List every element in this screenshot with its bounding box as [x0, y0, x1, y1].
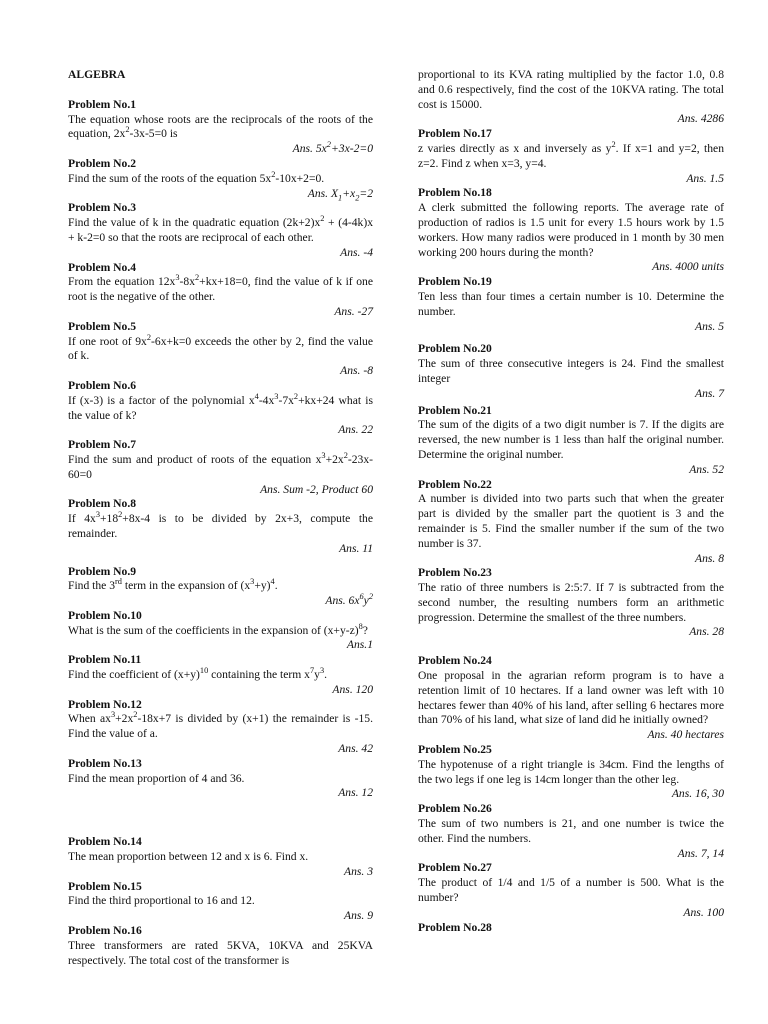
problem-continuation: [418, 68, 724, 127]
problem-answer: Ans. 8: [695, 551, 724, 565]
problem-title: Problem No.11: [68, 653, 142, 667]
problem-answer: Ans. 7, 14: [677, 846, 724, 860]
problem-title: Problem No.24: [418, 654, 492, 668]
problem-text: If one root of $9x^2-6x+k=0$ exceeds the other by 2, find the value of k.: [68, 332, 373, 363]
problem-answer: Ans. $X_1+x_2=2$: [307, 186, 373, 202]
problem-title: Problem No.22: [418, 477, 492, 491]
problem-text: If (x-3) is a factor of the polynomial $x^4-4x^3-7x^2+kx+24$ what is the value of k?: [68, 391, 373, 422]
problem-block: [418, 861, 724, 920]
problem-text: If $4x^3+18^2+8x-4$ is to be divided by 2x+3, compute the remainder.: [68, 510, 373, 540]
problem-block: [418, 566, 724, 640]
problem-text: Find the sum of the roots of the equation $5x^2-10x+2=0$.: [68, 169, 325, 185]
problem-block: [418, 802, 724, 861]
problem-title: Problem No.1: [68, 97, 137, 111]
problem-block: [418, 186, 724, 275]
problem-block: [68, 379, 373, 438]
problem-answer: Ans. 4286: [677, 112, 724, 126]
problem-title: Problem No.2: [68, 156, 137, 170]
problem-title: Problem No.7: [68, 438, 137, 452]
problem-answer: Ans. 7: [695, 386, 724, 400]
problem-title: Problem No.8: [68, 497, 137, 511]
problem-text: proportional to its KVA rating multiplied by the factor 1.0, 0.8 and 0.6 respectively, find the cost of the 10KVA rating. The total cost is 15000.: [418, 68, 724, 111]
problem-answer: Ans. 4000 units: [652, 260, 724, 274]
problem-block: [418, 342, 724, 401]
right-problem-list: [418, 127, 724, 935]
problem-text: A number is divided into two parts such that when the greater part is divided by the smaller part the quotient is 3 and the remainder is 5. Find the smaller number if the sum of the two number is 37.: [418, 492, 724, 550]
problem-title: Problem No.13: [68, 756, 142, 770]
problem-title: Problem No.23: [418, 566, 492, 580]
problem-answer: Ans. -4: [340, 245, 373, 259]
problem-text: Find the value of k in the quadratic equation $(2k+2)x^2 + (4-4k)x + k-2=0$ so that the roots are reciprocal of each other.: [68, 214, 373, 244]
problem-answer: Ans. 120: [332, 682, 373, 696]
right-column: [418, 68, 724, 935]
problem-answer: Ans. 28: [689, 625, 724, 639]
problem-title: Problem No.10: [68, 608, 142, 622]
problem-text: The sum of two numbers is 21, and one number is twice the other. Find the numbers.: [418, 817, 724, 845]
problem-title: Problem No.15: [68, 879, 142, 893]
problem-answer: Ans. 11: [339, 541, 373, 555]
problem-text: Find the mean proportion of 4 and 36.: [68, 771, 245, 785]
problem-block: [68, 565, 373, 609]
problem-title: Problem No.4: [68, 260, 137, 274]
problem-text: Find the third proportional to 16 and 12.: [68, 894, 255, 908]
left-problem-list: [68, 98, 373, 969]
problem-text: When $ax^3+2x^2-18x+7$ is divided by (x+1) the remainder is -15. Find the value of a.: [68, 710, 373, 741]
problem-text: What is the sum of the coefficients in the expansion of $(x+y-z)^8$?: [68, 621, 368, 637]
problem-text: The sum of three consecutive integers is 24. Find the smallest integer: [418, 357, 724, 385]
problem-title: Problem No.17: [418, 127, 492, 141]
problem-answer: Ans. Sum -2, Product 60: [260, 482, 373, 496]
problem-text: The equation whose roots are the reciprocals of the roots of the equation, $2x^2-3x-5=0$ is: [68, 112, 373, 141]
problem-answer: Ans.1: [346, 638, 373, 652]
problem-answer: Ans. 16, 30: [671, 787, 724, 801]
problem-title: Problem No.25: [418, 743, 492, 757]
problem-title: Problem No.21: [418, 403, 492, 417]
problem-title: Problem No.20: [418, 342, 492, 356]
problem-title: Problem No.6: [68, 378, 137, 392]
problem-block: [418, 127, 724, 186]
problem-text: One proposal in the agrarian reform program is to have a retention limit of 10 hectares. If a land owner was left with 10 hectares fewer than 40% of his land, after selling 6 hectares more than 70% of his land, what size of land did he initially owned?: [418, 669, 724, 727]
problem-block: [68, 880, 373, 924]
problem-text: The hypotenuse of a right triangle is 34cm. Find the lengths of the two legs if one leg is 14cm longer than the other leg.: [418, 757, 724, 786]
problem-text: The mean proportion between 12 and x is 6. Find x.: [68, 850, 309, 864]
problem-answer: Ans. 100: [683, 905, 724, 919]
problem-block: [68, 653, 373, 697]
problem-title: Problem No.14: [68, 835, 142, 849]
problem-answer: Ans. 3: [344, 864, 373, 878]
problem-title: Problem No.19: [418, 275, 492, 289]
problem-answer: Ans. -27: [334, 304, 373, 318]
problem-text: The product of 1/4 and 1/5 of a number is 500. What is the number?: [418, 876, 724, 905]
problem-text: Three transformers are rated 5KVA, 10KVA and 25KVA respectively. The total cost of the transformer is: [68, 938, 373, 967]
problem-text: z varies directly as x and inversely as $y^2$. If x=1 and y=2, then z=2. Find z when x=3, y=4.: [418, 140, 724, 170]
problem-block: [68, 98, 373, 157]
problem-title: Problem No.18: [418, 186, 492, 200]
problem-block: [418, 275, 724, 334]
problem-block: [68, 835, 373, 879]
problem-text: From the equation $12x^3-8x^2+kx+18=0$, find the value of k if one root is the negative of the other.: [68, 273, 373, 304]
left-column: [68, 68, 373, 968]
problem-block: [418, 921, 724, 936]
section-heading: ALGEBRA: [68, 68, 126, 81]
problem-text: Find the 3rd term in the expansion of $(x^3+y)^4$.: [68, 577, 278, 593]
problem-answer: Ans. 40 hectares: [647, 728, 724, 742]
problem-block: [418, 743, 724, 802]
problem-text: Find the sum and product of roots of the equation $x^3+2x^2-23x-60=0$: [68, 451, 373, 481]
problem-block: [68, 757, 373, 801]
problem-title: Problem No.27: [418, 861, 492, 875]
problem-text: Find the coefficient of $(x+y)^{10}$ containing the term $x^7y^3$.: [68, 666, 328, 682]
problem-title: Problem No.5: [68, 319, 137, 333]
problem-block: [68, 497, 373, 556]
problem-block: [418, 654, 724, 743]
problem-answer: Ans. 12: [338, 786, 373, 800]
problem-block: [418, 404, 724, 478]
problem-answer: Ans. $6x^6y^2$: [325, 592, 373, 608]
problem-title: Problem No.12: [68, 697, 142, 711]
problem-title: Problem No.16: [68, 924, 142, 938]
problem-answer: Ans. $5x^2+3x-2=0$: [292, 140, 373, 156]
problem-block: [68, 698, 373, 757]
problem-answer: Ans. 52: [689, 462, 724, 476]
problem-block: [418, 478, 724, 567]
problem-text: Ten less than four times a certain number is 10. Determine the number.: [418, 289, 724, 318]
problem-answer: Ans. -8: [340, 364, 373, 378]
problem-text: The ratio of three numbers is 2:5:7. If 7 is subtracted from the second number, the resulting numbers form an arithmetic progression. Determine the smallest of the three numbers.: [418, 581, 724, 624]
problem-title: Problem No.28: [418, 920, 492, 934]
problem-block: [68, 261, 373, 320]
problem-block: [68, 924, 373, 968]
problem-block: [68, 157, 373, 201]
problem-answer: Ans. 42: [338, 742, 373, 756]
problem-block: [68, 438, 373, 497]
problem-block: [68, 320, 373, 379]
problem-answer: Ans. 5: [695, 319, 724, 333]
problem-answer: Ans. 22: [338, 423, 373, 437]
problem-text: The sum of the digits of a two digit number is 7. If the digits are reversed, the new number is 1 less than half the original number. Determine the original number.: [418, 418, 724, 461]
problem-answer: Ans. 9: [344, 909, 373, 923]
problem-block: [68, 201, 373, 260]
problem-title: Problem No.3: [68, 201, 137, 215]
problem-title: Problem No.9: [68, 564, 137, 578]
problem-text: A clerk submitted the following reports. The average rate of production of radios is 1.5 unit for every 1.5 hours work by 1.5 workers. How many radios were produced in 1 month by 30 men working 200 hours during the month?: [418, 201, 724, 259]
problem-block: [68, 609, 373, 653]
problem-title: Problem No.26: [418, 802, 492, 816]
problem-answer: Ans. 1.5: [686, 171, 724, 185]
